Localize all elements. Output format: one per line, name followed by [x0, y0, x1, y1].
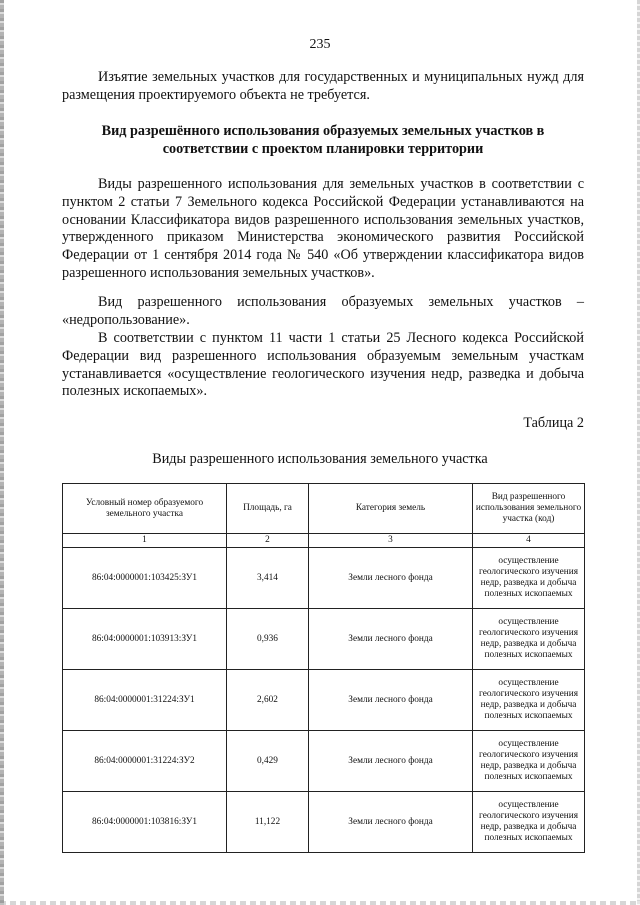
section-heading: Вид разрешённого использования образуемых земельных участков в соответствии с проектом планировки территории [101, 123, 545, 157]
column-number: 4 [473, 534, 585, 548]
paragraph-forest-code-text: В соответствии с пунктом 11 части 1 статьи 25 Лесного кодекса Российской Федерации вид разрешенного использования образуемым земельным участкам устанавливается «осуществление геологического изучения недр, разведка и добыча полезных ископаемых». [62, 330, 584, 400]
table-label: Таблица 2 [523, 415, 584, 431]
land-category-cell: Земли лесного фонда [309, 792, 473, 853]
permitted-use-cell: осуществление геологического изучения недр, разведка и добыча полезных ископаемых [473, 609, 585, 670]
permitted-use-cell: осуществление геологического изучения недр, разведка и добыча полезных ископаемых [473, 792, 585, 853]
land-use-table [62, 483, 585, 853]
header-area: Площадь, га [227, 484, 309, 534]
plot-number-cell: 86:04:0000001:103913:ЗУ1 [63, 609, 227, 670]
plot-number-cell: 86:04:0000001:103816:ЗУ1 [63, 792, 227, 853]
header-plot-number: Условный номер образуемого земельного участка [63, 484, 227, 534]
plot-number-cell: 86:04:0000001:103425:ЗУ1 [63, 548, 227, 609]
area-cell: 0,936 [227, 609, 309, 670]
table-row [63, 792, 585, 853]
paragraph-permitted-use-text: Вид разрешенного использования образуемых земельных участков – «недропользование». [62, 294, 584, 328]
column-number: 1 [63, 534, 227, 548]
table-caption: Виды разрешенного использования земельного участка [152, 451, 488, 467]
area-cell: 2,602 [227, 670, 309, 731]
paragraph-forest-code [62, 330, 584, 401]
table-row [63, 731, 585, 792]
land-category-cell: Земли лесного фонда [309, 548, 473, 609]
area-cell: 0,429 [227, 731, 309, 792]
permitted-use-cell: осуществление геологического изучения недр, разведка и добыча полезных ископаемых [473, 670, 585, 731]
paragraph-classifier-text: Виды разрешенного использования для земельных участков в соответствии с пунктом 2 статьи 7 Земельного кодекса Российской Федерации устанавливаются на основании Классификатора видов разрешенного использования земельных участков, утвержденного приказом Министерства экономического развития Российской Федерации от 1 сентября 2014 года № 540 «Об утверждении классификатора видов разрешенного использования земельных участков». [62, 176, 584, 281]
paragraph-expropriation-text: Изъятие земельных участков для государственных и муниципальных нужд для размещения проектируемого объекта не требуется. [62, 69, 584, 103]
plot-number-cell: 86:04:0000001:31224:ЗУ2 [63, 731, 227, 792]
table-column-number-row [63, 534, 585, 548]
page-number: 235 [309, 37, 331, 52]
paragraph-permitted-use [62, 294, 584, 330]
table-row [63, 609, 585, 670]
column-number: 3 [309, 534, 473, 548]
header-land-category: Категория земель [309, 484, 473, 534]
column-number: 2 [227, 534, 309, 548]
area-cell: 3,414 [227, 548, 309, 609]
header-permitted-use: Вид разрешенного использования земельного участка (код) [473, 484, 585, 534]
table-row [63, 670, 585, 731]
area-cell: 11,122 [227, 792, 309, 853]
land-category-cell: Земли лесного фонда [309, 731, 473, 792]
table-header-row [63, 484, 585, 534]
permitted-use-cell: осуществление геологического изучения недр, разведка и добыча полезных ископаемых [473, 731, 585, 792]
permitted-use-cell: осуществление геологического изучения недр, разведка и добыча полезных ископаемых [473, 548, 585, 609]
paragraph-classifier [62, 176, 584, 283]
land-category-cell: Земли лесного фонда [309, 670, 473, 731]
land-category-cell: Земли лесного фонда [309, 609, 473, 670]
plot-number-cell: 86:04:0000001:31224:ЗУ1 [63, 670, 227, 731]
scan-edge-bottom [0, 901, 640, 905]
table-row [63, 548, 585, 609]
paragraph-expropriation [62, 69, 584, 105]
